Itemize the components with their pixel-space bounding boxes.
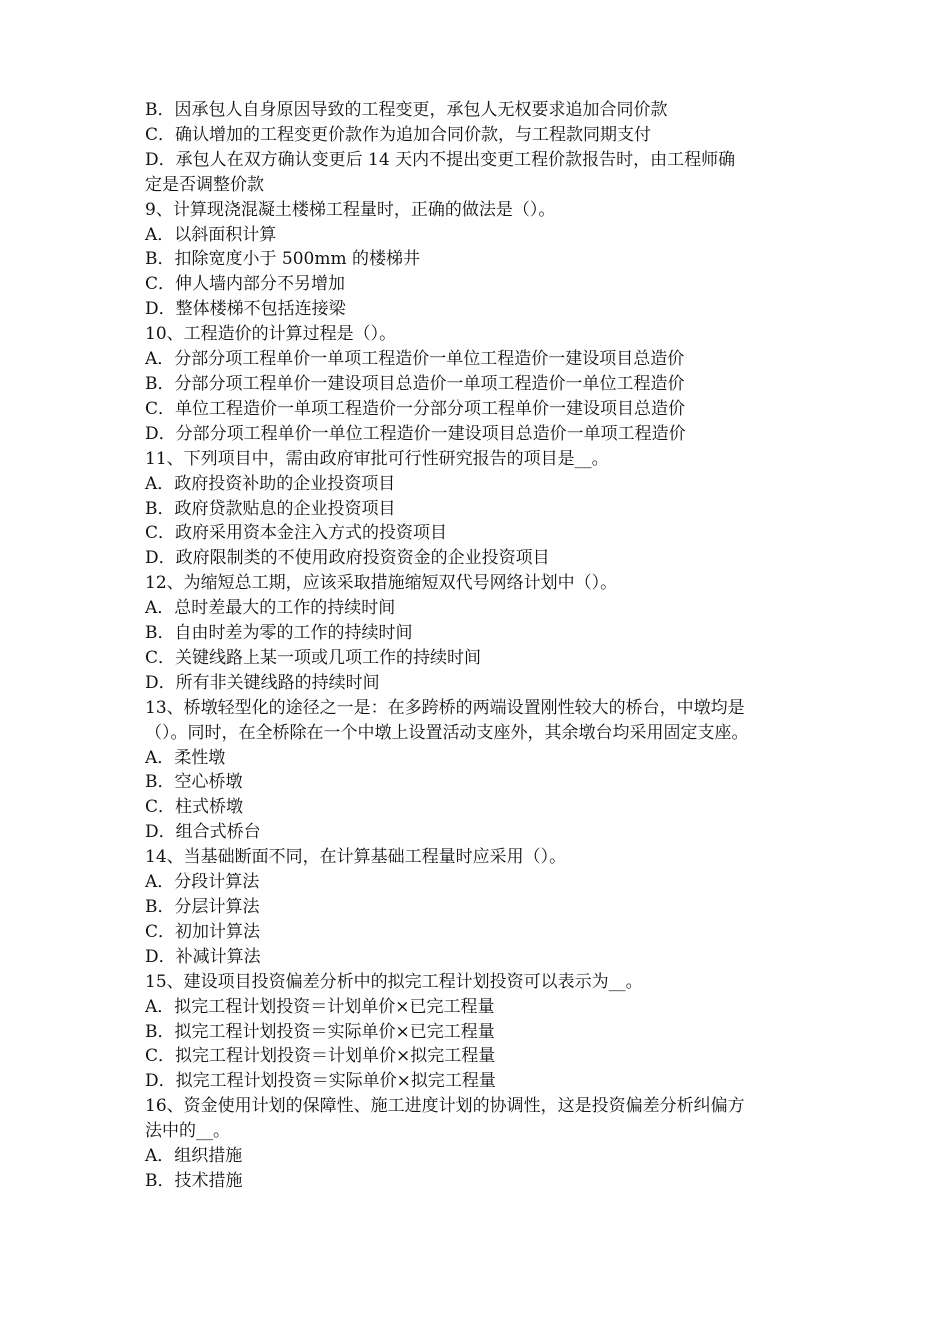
option-line: C．伸人墙内部分不另增加 xyxy=(145,274,346,295)
option-line: C．单位工程造价一单项工程造价一分部分项工程单价一建设项目总造价 xyxy=(145,398,686,419)
option-line: D．所有非关键线路的持续时间 xyxy=(145,672,380,693)
text-line: 定是否调整价款 xyxy=(145,174,264,195)
option-line: B．分部分项工程单价一建设项目总造价一单项工程造价一单位工程造价 xyxy=(145,373,685,394)
option-line: A．分段计算法 xyxy=(145,872,260,893)
option-line: B．分层计算法 xyxy=(145,897,260,917)
option-line: B．政府贷款贴息的企业投资项目 xyxy=(145,498,396,519)
option-line: D．拟完工程计划投资＝实际单价×拟完工程量 xyxy=(145,1071,496,1092)
option-line: B．空心桥墩 xyxy=(145,772,243,793)
option-line: A．分部分项工程单价一单项工程造价一单位工程造价一建设项目总造价 xyxy=(145,349,685,370)
option-line: D．政府限制类的不使用政府投资资金的企业投资项目 xyxy=(145,548,550,569)
question-9: 9、计算现浇混凝土楼梯工程量时，正确的做法是（）。 xyxy=(145,199,556,220)
option-line: B．拟完工程计划投资＝实际单价×已完工程量 xyxy=(145,1021,495,1042)
option-line: D．分部分项工程单价一单位工程造价一建设项目总造价一单项工程造价 xyxy=(145,423,686,444)
option-line: A．政府投资补助的企业投资项目 xyxy=(145,473,396,494)
text-line: 法中的__。 xyxy=(145,1121,230,1142)
option-line: C．初加计算法 xyxy=(145,921,261,942)
question-12: 12、为缩短总工期，应该采取措施缩短双代号网络计划中（）。 xyxy=(145,573,618,594)
option-line: A．柔性墩 xyxy=(145,747,226,768)
option-line: D．整体楼梯不包括连接梁 xyxy=(145,299,346,320)
question-14: 14、当基础断面不同，在计算基础工程量时应采用（）。 xyxy=(145,847,567,868)
option-line: D．组合式桥台 xyxy=(145,822,261,843)
option-line: C．政府采用资本金注入方式的投资项目 xyxy=(145,523,448,544)
question-15: 15、建设项目投资偏差分析中的拟完工程计划投资可以表示为__。 xyxy=(145,971,643,992)
question-11: 11、下列项目中，需由政府审批可行性研究报告的项目是__。 xyxy=(145,448,609,469)
document-page xyxy=(145,98,815,1194)
question-13: 13、桥墩轻型化的途径之一是：在多跨桥的两端设置刚性较大的桥台，中墩均是 xyxy=(145,697,745,718)
option-line: A．拟完工程计划投资＝计划单价×已完工程量 xyxy=(145,996,495,1017)
option-line: D．补减计算法 xyxy=(145,946,261,967)
option-line: A．以斜面积计算 xyxy=(145,224,277,245)
option-line: B．技术措施 xyxy=(145,1170,243,1191)
text-line: （）。同时，在全桥除在一个中墩上设置活动支座外，其余墩台均采用固定支座。 xyxy=(145,722,749,743)
option-line: C．关键线路上某一项或几项工作的持续时间 xyxy=(145,647,482,668)
question-16: 16、资金使用计划的保障性、施工进度计划的协调性，这是投资偏差分析纠偏方 xyxy=(145,1096,745,1117)
option-line: B．自由时差为零的工作的持续时间 xyxy=(145,623,413,644)
question-10: 10、工程造价的计算过程是（）。 xyxy=(145,324,397,345)
option-line: B．扣除宽度小于 500mm 的楼梯井 xyxy=(145,249,420,270)
option-line: A．总时差最大的工作的持续时间 xyxy=(145,598,396,619)
option-line: C．柱式桥墩 xyxy=(145,797,244,818)
option-line: C．拟完工程计划投资＝计划单价×拟完工程量 xyxy=(145,1046,496,1067)
option-line: A．组织措施 xyxy=(145,1146,243,1167)
text-line: B．因承包人自身原因导致的工程变更，承包人无权要求追加合同价款 xyxy=(145,100,668,120)
text-line: D．承包人在双方确认变更后 14 天内不提出变更工程价款报告时，由工程师确 xyxy=(145,149,736,170)
text-line: C．确认增加的工程变更价款作为追加合同价款，与工程款同期支付 xyxy=(145,124,652,145)
